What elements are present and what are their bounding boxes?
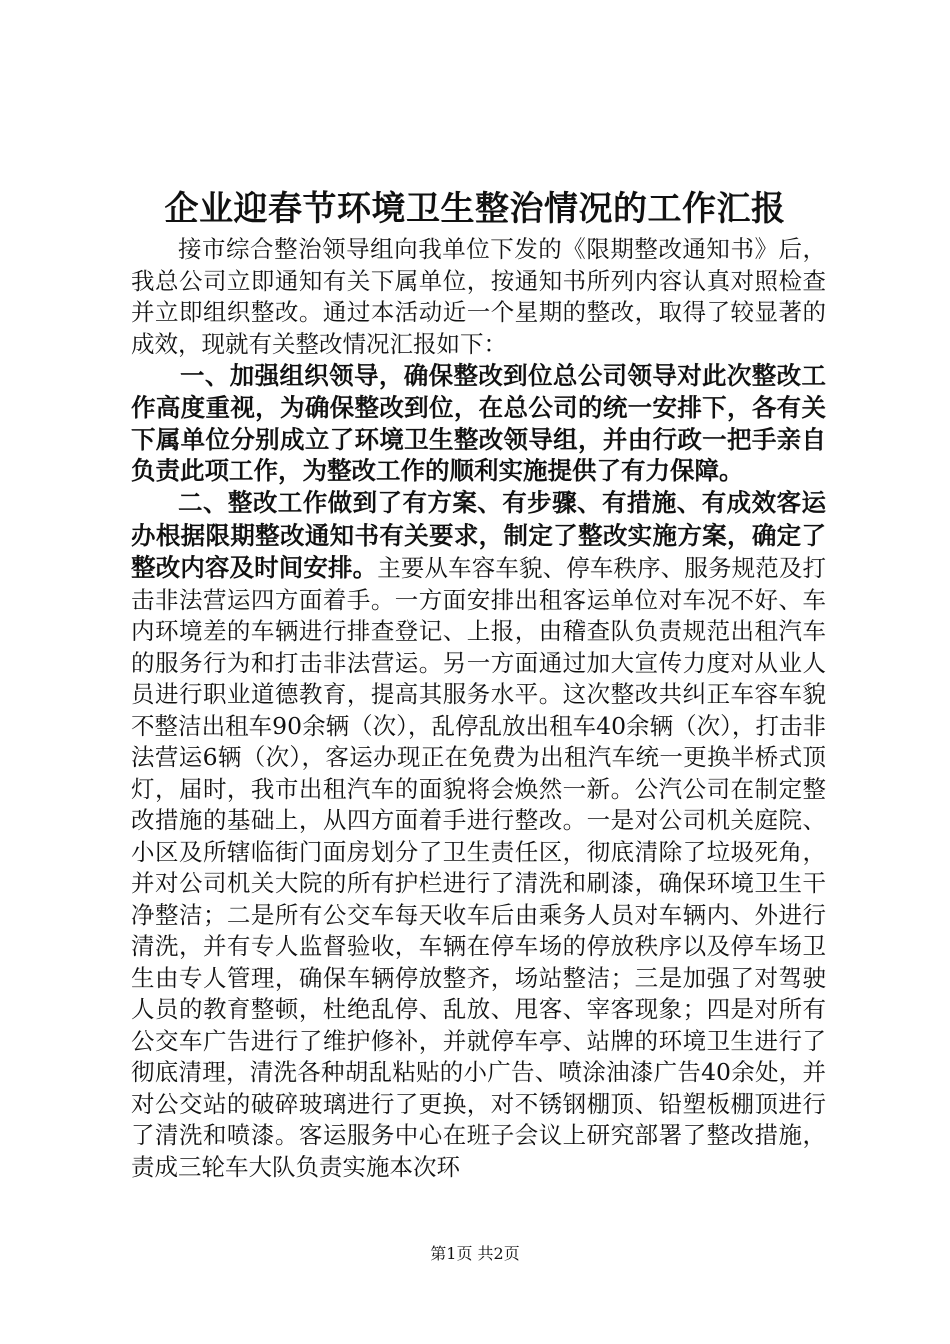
document-title: 企业迎春节环境卫生整治情况的工作汇报 bbox=[164, 189, 786, 229]
section-1-paragraph: 一、加强组织领导，确保整改到位总公司领导对此次整改工作高度重视，为确保整改到位，在总公司的统一安排下，各有关下属单位分别成立了环境卫生整改领导组，并由行政一把手亲自负责此项工作，为整改工作的顺利实施提供了有力保障。 bbox=[131, 361, 826, 486]
page-number-footer: 第1页 共2页 bbox=[430, 1244, 520, 1263]
section-2-body: 主要从车容车貌、停车秩序、服务规范及打击非法营运四方面着手。一方面安排出租客运单位对车况不好、车内环境差的车辆进行排查登记、上报，由稽查队负责规范出租汽车的服务行为和打击非法营运。另一方面通过加大宣传力度对从业人员进行职业道德教育，提高其服务水平。这次整改共纠正车容车貌不整洁出租车90余辆（次），乱停乱放出租车40余辆（次），打击非法营运6辆（次），客运办现正在免费为出租汽车统一更换半桥式顶灯，届时，我市出租汽车的面貌将会焕然一新。公汽公司在制定整改措施的基础上，从四方面着手进行整改。一是对公司机关庭院、小区及所辖临街门面房划分了卫生责任区，彻底清除了垃圾死角，并对公司机关大院的所有护栏进行了清洗和刷漆，确保环境卫生干净整洁；二是所有公交车每天收车后由乘务人员对车辆内、外进行清洗，并有专人监督验收，车辆在停车场的停放秩序以及停车场卫生由专人管理，确保车辆停放整齐，场站整洁；三是加强了对驾驶人员的教育整顿，杜绝乱停、乱放、甩客、宰客现象；四是对所有公交车广告进行了维护修补，并就停车亭、站牌的环境卫生进行了彻底清理，清洗各种胡乱粘贴的小广告、喷涂油漆广告40余处，并对公交站的破碎玻璃进行了更换，对不锈钢棚顶、铅塑板棚顶进行了清洗和喷漆。客运服务中心在班子会议上研究部署了整改措施，责成三轮车大队负责实施本次环 bbox=[131, 554, 826, 1181]
document-body bbox=[131, 234, 826, 1183]
section-2-paragraph bbox=[131, 487, 826, 1183]
intro-paragraph: 接市综合整治领导组向我单位下发的《限期整改通知书》后，我总公司立即通知有关下属单位，按通知书所列内容认真对照检查并立即组织整改。通过本活动近一个星期的整改，取得了较显著的成效，现就有关整改情况汇报如下： bbox=[131, 235, 826, 358]
section-2-heading: 二、整改工作做到了有方案、有步骤、有措施、有成效客运办根据限期整改通知书有关要求，制定了整改实施方案，确定了整改内容及时间安排。 bbox=[131, 488, 826, 583]
